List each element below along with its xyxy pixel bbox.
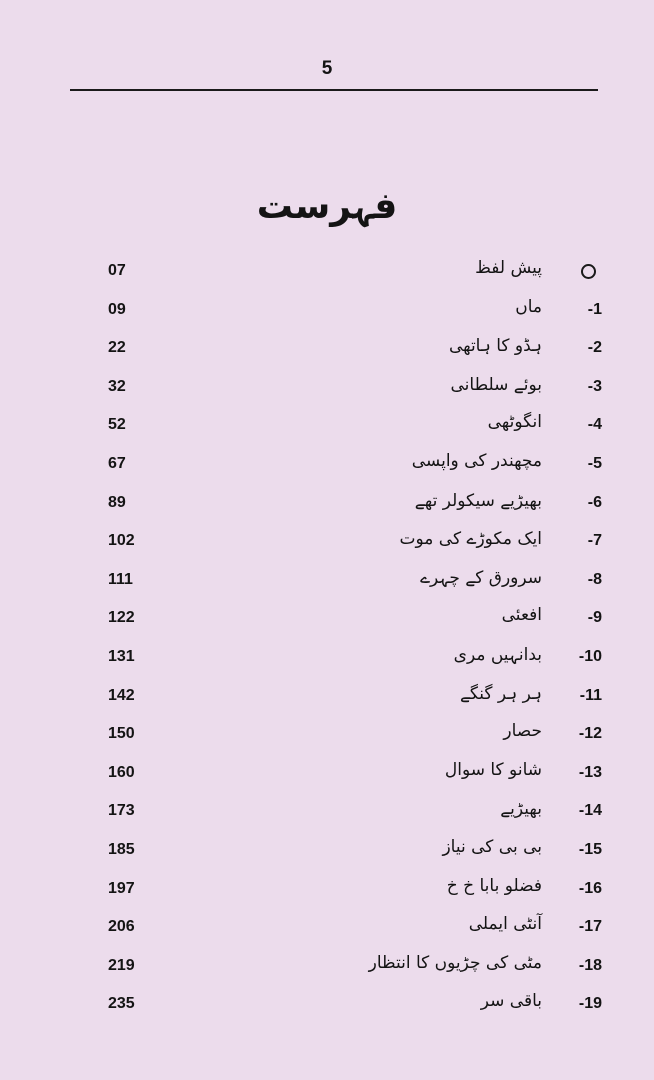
toc-page-number: 52 bbox=[108, 416, 126, 434]
toc-entry bbox=[0, 297, 654, 327]
toc-entry-number: -14 bbox=[578, 802, 602, 820]
toc-entry-title: پیش لفظ bbox=[475, 258, 542, 278]
toc-entry-title: ایک مکوڑے کی موت bbox=[399, 529, 542, 550]
toc-page-number: 142 bbox=[108, 686, 135, 704]
toc-page-number: 235 bbox=[108, 995, 135, 1013]
toc-entry-title: شانو کا سوال bbox=[444, 759, 542, 780]
toc-entry-number: -19 bbox=[578, 995, 602, 1013]
toc-page-number: 173 bbox=[108, 802, 135, 820]
toc-entry-title: مٹی کی چڑیوں کا انتظار bbox=[368, 952, 542, 973]
toc-title: فہرست bbox=[256, 186, 398, 227]
toc-page-number: 219 bbox=[108, 956, 135, 974]
toc-entry bbox=[0, 335, 654, 365]
toc-entry bbox=[0, 528, 654, 558]
toc-page-number: 150 bbox=[108, 725, 135, 743]
toc-entry-number: -17 bbox=[578, 918, 602, 936]
toc-page-number: 09 bbox=[108, 300, 126, 318]
toc-entry-title: مچھندر کی واپسی bbox=[411, 451, 542, 471]
toc-entry bbox=[0, 490, 654, 520]
toc-entry-title: بوئے سلطانی bbox=[450, 374, 542, 395]
toc-entry bbox=[0, 412, 654, 442]
toc-entry-number: -8 bbox=[587, 570, 602, 588]
toc-entry bbox=[0, 605, 654, 635]
toc-entry bbox=[0, 798, 654, 828]
toc-page-number: 131 bbox=[108, 648, 135, 665]
toc-entry bbox=[0, 914, 654, 944]
toc-entry bbox=[0, 258, 654, 288]
toc-entry-title: ہر ہر گنگے bbox=[459, 683, 542, 704]
toc-entry-number: -12 bbox=[578, 725, 602, 743]
toc-entry-number: -4 bbox=[587, 416, 602, 434]
toc-entry bbox=[0, 683, 654, 713]
toc-entry-title: بھیڑیے bbox=[500, 799, 542, 820]
toc-entry bbox=[0, 644, 654, 674]
toc-entry-number: -2 bbox=[587, 339, 602, 357]
toc-entry-title: انگوٹھی bbox=[487, 412, 542, 433]
toc-entry bbox=[0, 876, 654, 906]
toc-entry-number: -16 bbox=[578, 879, 602, 897]
toc-page-number: 32 bbox=[108, 377, 126, 395]
toc-page-number: 206 bbox=[108, 918, 135, 936]
toc-entry-title: سرورق کے چہرے bbox=[420, 567, 542, 588]
toc-entry-number: -1 bbox=[587, 300, 602, 318]
toc-entry-number: -11 bbox=[579, 686, 602, 704]
circle-bullet-icon bbox=[581, 264, 596, 279]
toc-page-number: 102 bbox=[108, 532, 135, 550]
toc-entry bbox=[0, 374, 654, 404]
toc-entry-title: باقی سر bbox=[480, 991, 542, 1012]
toc-entry-number: -13 bbox=[578, 763, 602, 781]
page-number: 5 bbox=[321, 58, 333, 79]
toc-entry-title: ہڈو کا ہاتھی bbox=[448, 336, 542, 357]
toc-entry-title: ماں bbox=[515, 296, 542, 317]
toc-entry bbox=[0, 760, 654, 790]
toc-entry-title: بھیڑیے سیکولر تھے bbox=[414, 490, 542, 511]
toc-entry-title: فضلو بابا خ خ bbox=[446, 875, 542, 896]
toc-entry-number: -10 bbox=[578, 648, 602, 665]
toc-entry bbox=[0, 991, 654, 1021]
toc-entry-number: -6 bbox=[587, 493, 602, 511]
toc-entry-number: -9 bbox=[587, 609, 602, 627]
toc-entry-number: -18 bbox=[578, 956, 602, 974]
toc-entry bbox=[0, 721, 654, 751]
toc-entry-title: آنٹی ایملی bbox=[468, 914, 542, 935]
toc-entry-number: -5 bbox=[587, 455, 602, 472]
toc-entry bbox=[0, 567, 654, 597]
toc-entry bbox=[0, 837, 654, 867]
toc-page-number: 111 bbox=[108, 570, 133, 588]
toc-entry bbox=[0, 451, 654, 481]
toc-page-number: 22 bbox=[108, 339, 126, 357]
toc-page-number: 89 bbox=[108, 493, 126, 511]
toc-entry bbox=[0, 953, 654, 983]
toc-page-number: 122 bbox=[108, 609, 135, 627]
toc-entry-number: -3 bbox=[587, 377, 602, 395]
toc-entry-title: حصار bbox=[503, 721, 542, 742]
toc-entry-title: افعئی bbox=[501, 605, 542, 626]
toc-entry-number: -15 bbox=[578, 841, 602, 858]
toc-page-number: 160 bbox=[108, 763, 135, 781]
toc-entry-title: بدانہیں مری bbox=[453, 645, 542, 665]
toc-page-number: 07 bbox=[108, 262, 126, 279]
toc-entry-number: -7 bbox=[587, 532, 602, 550]
toc-page-number: 197 bbox=[108, 879, 135, 897]
toc-page-number: 185 bbox=[108, 841, 135, 858]
toc-page-number: 67 bbox=[108, 455, 126, 472]
toc-entry-title: بی بی کی نیاز bbox=[442, 837, 542, 857]
